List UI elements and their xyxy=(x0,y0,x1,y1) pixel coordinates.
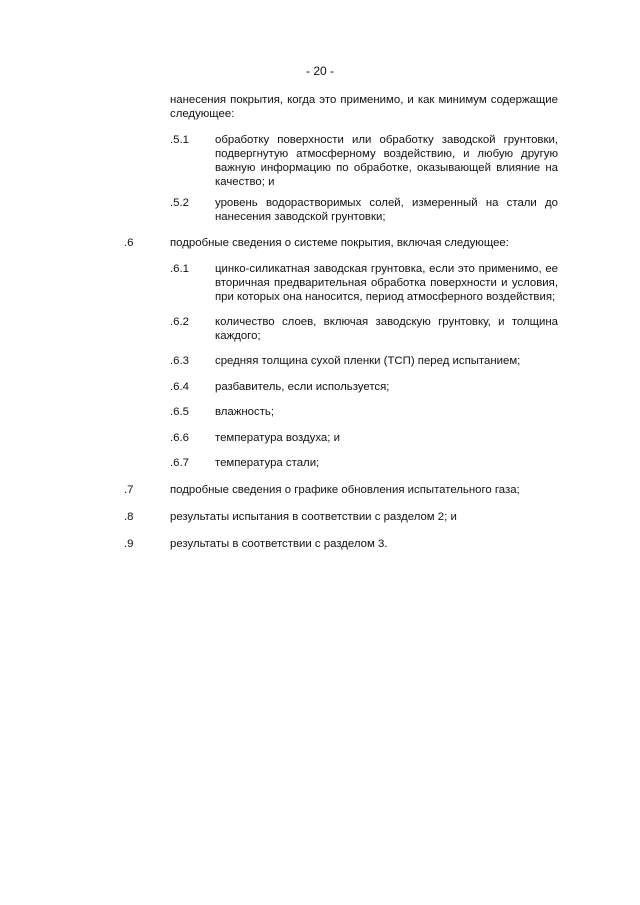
item-label: .5.1 xyxy=(170,134,189,146)
item-label: .9 xyxy=(124,538,134,550)
item-text: количество слоев, включая заводскую грунтовку, и толщина каждого; xyxy=(215,316,558,342)
item-text: подробные сведения о системе покрытия, включая следующее: xyxy=(170,237,509,249)
item-text: результаты испытания в соответствии с разделом 2; и xyxy=(170,511,457,523)
item-text: уровень водорастворимых солей, измеренный на стали до нанесения заводской грунтовки; xyxy=(215,197,558,223)
item-label: .6.2 xyxy=(170,316,189,328)
item-label: .8 xyxy=(124,511,134,523)
item-label: .7 xyxy=(124,484,134,496)
item-label: .6.3 xyxy=(170,355,189,367)
item-label: .6.1 xyxy=(170,263,189,275)
intro-paragraph: нанесения покрытия, когда это применимо, и как минимум содержащие следующее: xyxy=(170,94,558,120)
item-text: температура стали; xyxy=(215,457,320,469)
item-text: средняя толщина сухой пленки (ТСП) перед испытанием; xyxy=(215,355,521,367)
item-label: .6.6 xyxy=(170,432,189,444)
item-text: разбавитель, если используется; xyxy=(215,381,390,393)
item-label: .6.5 xyxy=(170,406,189,418)
item-label: .5.2 xyxy=(170,197,189,209)
item-text: температура воздуха; и xyxy=(215,432,340,444)
item-text: обработку поверхности или обработку заводской грунтовки, подвергнутую атмосферному воздействию, и любую другую важную информацию по обработке, оказывающей влияние на качество; и xyxy=(215,134,558,188)
item-label: .6.7 xyxy=(170,457,189,469)
item-text: подробные сведения о графике обновления испытательного газа; xyxy=(170,484,520,496)
item-text: цинко-силикатная заводская грунтовка, если это применимо, ее вторичная предварительная обработка поверхности и условия, при которых она наносится, период атмосферного воздействия; xyxy=(215,263,558,303)
item-label: .6.4 xyxy=(170,381,189,393)
item-text: влажность; xyxy=(215,406,275,418)
item-label: .6 xyxy=(124,237,134,249)
page-number: - 20 - xyxy=(305,64,334,78)
item-text: результаты в соответствии с разделом 3. xyxy=(170,538,388,550)
